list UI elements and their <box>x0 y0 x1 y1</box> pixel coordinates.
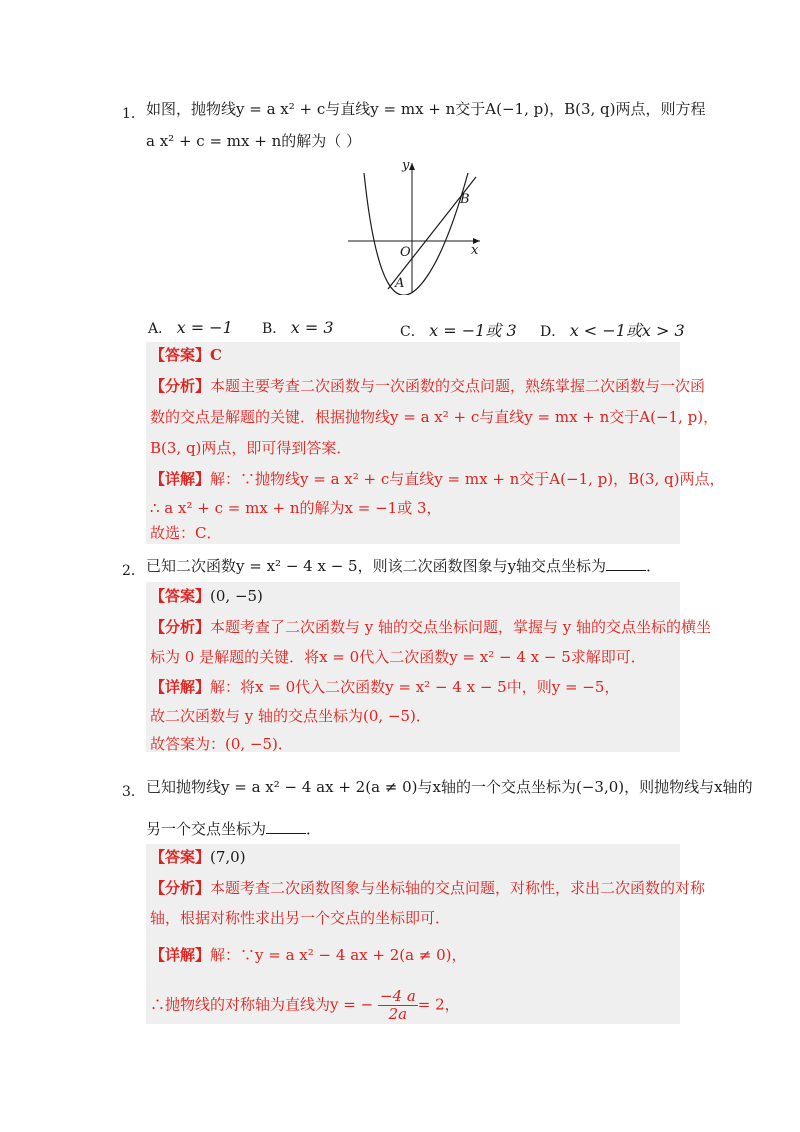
q1-option-c <box>400 318 517 341</box>
q3-analysis-line1 <box>150 877 705 899</box>
q3-stem-line1: 已知抛物线y = a x² − 4 ax + 2(a ≠ 0)与x轴的一个交点坐标为(−3,0)，则抛物线与x轴的 <box>146 778 753 796</box>
answer-value: C <box>210 346 222 364</box>
fraction-denominator: 2a <box>388 1005 408 1023</box>
q2-detail-line3: 故答案为：(0, −5)． <box>150 735 293 753</box>
q2-stem-end: ． <box>646 557 662 575</box>
fraction <box>378 988 418 1023</box>
option-label: B． <box>262 321 287 337</box>
q1-stem-line1: 如图，抛物线y = a x² + c与直线y = mx + n交于A(−1, p)，B(3, q)两点，则方程 <box>146 100 706 118</box>
detail-text: 解：∵抛物线y = a x² + c与直线y = mx + n交于A(−1, p)，B(3, q)两点， <box>210 470 725 488</box>
option-label: D． <box>540 324 566 340</box>
answer-value: (0, −5) <box>210 587 263 605</box>
parabola-line-graph <box>340 155 490 295</box>
answer-tag: 【答案】 <box>150 587 211 605</box>
q2-answer-blank <box>606 556 646 571</box>
answer-value: (7,0) <box>210 848 246 866</box>
option-text: x < −1或x > 3 <box>569 321 685 340</box>
option-text: x = −1 <box>176 318 233 337</box>
fig-origin-label: O <box>400 245 411 260</box>
q2-answer <box>150 585 263 607</box>
detail-text: 解：将x = 0代入二次函数y = x² − 4 x − 5中，则y = −5， <box>210 678 620 696</box>
q3-answer-blank <box>266 819 306 834</box>
q3-answer <box>150 846 246 868</box>
answer-tag: 【答案】 <box>150 848 211 866</box>
q2-detail-line2: 故二次函数与 y 轴的交点坐标为(0, −5)． <box>150 707 431 725</box>
q3-detail-line1 <box>150 944 467 966</box>
option-text: x = −1或 3 <box>429 321 517 340</box>
option-label: C． <box>400 324 425 340</box>
q1-option-b <box>262 318 334 338</box>
q3-stem-text: 另一个交点坐标为 <box>146 820 267 838</box>
fig-point-b-label: B <box>460 192 470 207</box>
q1-analysis-line2: 数的交点是解题的关键．根据抛物线y = a x² + c与直线y = mx + n交于A(−1, p)， <box>150 408 719 426</box>
fraction-numerator: −4 a <box>379 987 416 1005</box>
q1-detail-line3: 故选：C． <box>150 524 222 542</box>
analysis-text: 本题考查了二次函数与 y 轴的交点坐标问题，掌握与 y 轴的交点坐标的横坐 <box>210 618 712 636</box>
option-text: x = 3 <box>290 318 334 337</box>
option-label: A． <box>148 321 173 337</box>
q2-stem <box>146 555 661 577</box>
analysis-text: 本题考查二次函数图象与坐标轴的交点问题，对称性，求出二次函数的对称 <box>210 879 706 897</box>
detail-tag: 【详解】 <box>150 678 211 696</box>
q1-number: 1． <box>122 106 145 122</box>
q2-number: 2． <box>122 563 145 579</box>
q2-stem-text: 已知二次函数y = x² − 4 x − 5，则该二次函数图象与y轴交点坐标为 <box>146 557 607 575</box>
q2-analysis-line1 <box>150 616 711 638</box>
fig-x-label: x <box>471 243 479 258</box>
analysis-tag: 【分析】 <box>150 618 211 636</box>
analysis-tag: 【分析】 <box>150 377 211 395</box>
q2-analysis-line2: 标为 0 是解题的关键．将x = 0代入二次函数y = x² − 4 x − 5求解即可． <box>150 648 646 666</box>
q1-analysis-line3: B(3, q)两点，即可得到答案． <box>150 439 352 457</box>
q3-stem-end: ． <box>306 820 322 838</box>
q1-option-d <box>540 318 685 341</box>
detail-tag: 【详解】 <box>150 470 211 488</box>
q3-stem-line2 <box>146 818 321 840</box>
answer-tag: 【答案】 <box>150 346 211 364</box>
detail-text: ∴抛物线的对称轴为直线为y = − <box>150 995 374 1014</box>
q1-stem-line2: a x² + c = mx + n的解为（ ） <box>146 132 362 150</box>
q1-analysis-line1 <box>150 375 705 397</box>
q1-detail-line2: ∴ a x² + c = mx + n的解为x = −1或 3， <box>150 499 442 517</box>
detail-text: 解：∵y = a x² − 4 ax + 2(a ≠ 0)， <box>210 946 467 964</box>
q3-analysis-line2: 轴，根据对称性求出另一个交点的坐标即可． <box>150 909 451 927</box>
analysis-text: 本题主要考查二次函数与一次函数的交点问题，熟练掌握二次函数与一次函 <box>210 377 706 395</box>
q1-detail-line1 <box>150 468 725 490</box>
detail-text: = 2， <box>417 995 460 1014</box>
fig-point-a-label: A <box>395 276 405 291</box>
q3-detail-line2 <box>150 988 460 1023</box>
q3-number: 3． <box>122 784 145 800</box>
fig-y-label: y <box>402 158 410 173</box>
detail-tag: 【详解】 <box>150 946 211 964</box>
analysis-tag: 【分析】 <box>150 879 211 897</box>
q2-detail-line1 <box>150 676 619 698</box>
q1-option-a <box>148 318 233 338</box>
q1-answer <box>150 344 222 366</box>
